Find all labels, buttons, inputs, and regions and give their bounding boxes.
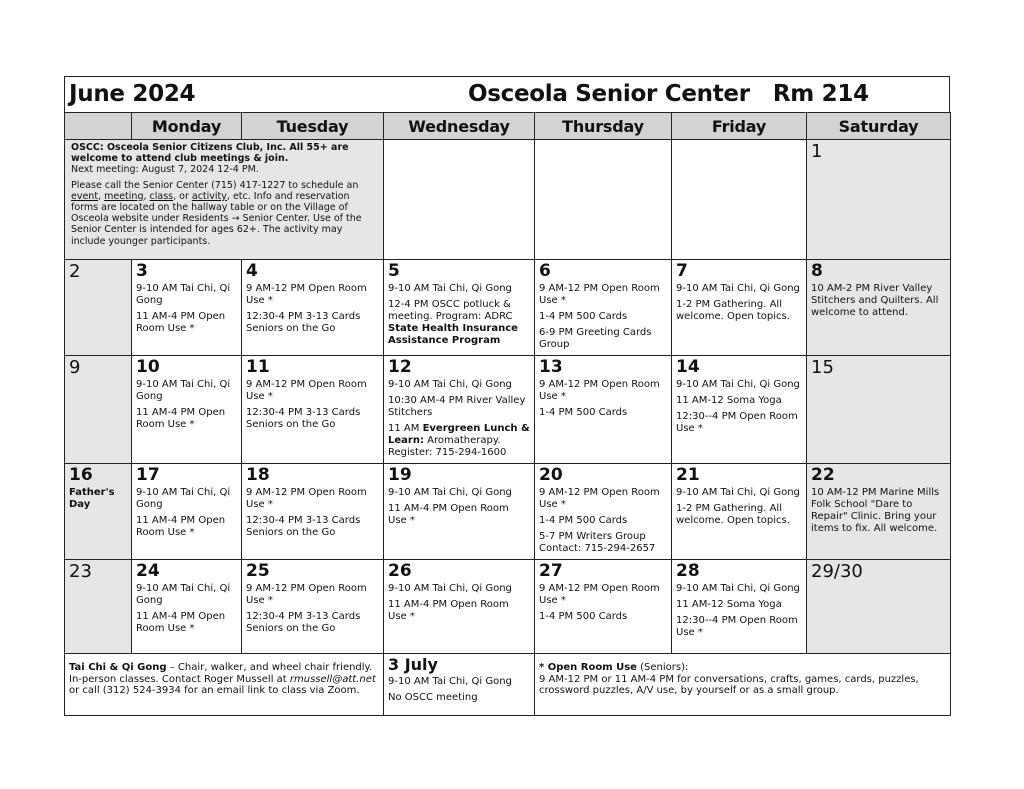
day-cell: [384, 260, 535, 356]
event: 10 AM-12 PM Marine Mills Folk School "Dare to Repair" Clinic. Bring your items to fix. All welcome.: [811, 487, 940, 534]
event: 12:30-4 PM 3-13 Cards Seniors on the Go: [246, 407, 361, 430]
day-number: 9: [69, 357, 81, 378]
holiday-note: Father's Day: [69, 487, 115, 510]
event: 9-10 AM Tai Chi, Qi Gong: [388, 583, 512, 594]
event: 9-10 AM Tai Chi, Qi Gong: [676, 283, 800, 294]
event: 10:30 AM-4 PM River Valley Stitchers: [388, 395, 526, 418]
day-cell: [807, 356, 951, 464]
event: 6-9 PM Greeting Cards Group: [539, 327, 652, 350]
event: 12:30-4 PM 3-13 Cards Seniors on the Go: [246, 611, 361, 634]
day-cell: [242, 260, 384, 356]
event-highlight: State Health Insurance Assistance Program: [388, 323, 518, 346]
event: 11 AM-4 PM Open Room Use *: [136, 611, 226, 634]
day-number: 12: [388, 357, 412, 377]
day-number: 22: [811, 465, 835, 485]
event: 9-10 AM Tai Chi, Qi Gong: [676, 379, 800, 390]
event: 1-4 PM 500 Cards: [539, 611, 628, 622]
event: 11 AM-4 PM Open Room Use *: [136, 515, 226, 538]
day-number: 6: [539, 261, 551, 281]
day-number: 24: [136, 561, 160, 581]
event: 9-10 AM Tai Chi, Qi Gong: [388, 676, 512, 687]
event: 9-10 AM Tai Chi, Qi Gong: [136, 583, 231, 606]
month-title: June 2024: [69, 81, 196, 107]
event: No OSCC meeting: [388, 691, 478, 703]
event: 9-10 AM Tai Chi, Qi Gong: [136, 379, 231, 402]
day-number: 14: [676, 357, 700, 377]
day-cell: [242, 464, 384, 560]
day-cell: [672, 260, 807, 356]
day-number: 20: [539, 465, 563, 485]
day-cell: [807, 260, 951, 356]
day-number: 16: [69, 465, 93, 485]
day-number: 1: [811, 141, 823, 162]
day-header-wednesday: Wednesday: [384, 113, 535, 140]
july-3-cell: [384, 654, 535, 716]
week-row: [65, 356, 951, 464]
day-cell: [132, 560, 242, 654]
day-cell: [384, 560, 535, 654]
sunday-header: [65, 113, 132, 140]
event: 1-2 PM Gathering. All welcome. Open topics.: [676, 299, 790, 322]
day-cell: [384, 464, 535, 560]
club-intro: OSCC: Osceola Senior Citizens Club, Inc. All 55+ are welcome to attend club meetings & join.: [71, 142, 349, 165]
day-cell: [132, 260, 242, 356]
empty-cell: [535, 140, 672, 260]
day-header-tuesday: Tuesday: [242, 113, 384, 140]
day-cell: [535, 560, 672, 654]
day-cell: [672, 464, 807, 560]
day-cell: [535, 356, 672, 464]
day-number: 23: [69, 561, 92, 582]
event: 9 AM-12 PM Open Room Use *: [539, 583, 660, 606]
day-number: 29/30: [811, 561, 863, 582]
day-number: 27: [539, 561, 563, 581]
event: 11 AM-4 PM Open Room Use *: [388, 503, 509, 526]
event: 9 AM-12 PM Open Room Use *: [539, 487, 660, 510]
event: 9 AM-12 PM Open Room Use *: [246, 283, 367, 306]
day-number: 25: [246, 561, 270, 581]
day-cell: [132, 464, 242, 560]
footer-row: [65, 654, 951, 716]
event: 9 AM-12 PM Open Room Use *: [246, 379, 367, 402]
day-cell: [65, 356, 132, 464]
event: 5-7 PM Writers Group Contact: 715-294-2657: [539, 531, 656, 554]
day-number: 15: [811, 357, 834, 378]
july-date: 3 July: [388, 655, 438, 674]
day-number: 18: [246, 465, 270, 485]
day-header-saturday: Saturday: [807, 113, 951, 140]
event: 9 AM-12 PM Open Room Use *: [539, 283, 660, 306]
day-number: 5: [388, 261, 400, 281]
event: 12:30--4 PM Open Room Use *: [676, 615, 798, 638]
day-number: 7: [676, 261, 688, 281]
event: 9 AM-12 PM Open Room Use *: [539, 379, 660, 402]
calendar-table: [64, 112, 951, 716]
event: 9 AM-12 PM Open Room Use *: [246, 487, 367, 510]
event: 11 AM-12 Soma Yoga: [676, 599, 782, 610]
event: 12:30-4 PM 3-13 Cards Seniors on the Go: [246, 311, 361, 334]
day-cell: [807, 560, 951, 654]
event: 12-4 PM OSCC potluck & meeting. Program: ADRC: [388, 299, 513, 322]
event: 11 AM-4 PM Open Room Use *: [136, 407, 226, 430]
week-row: [65, 464, 951, 560]
event: 9-10 AM Tai Chi, Qi Gong: [676, 583, 800, 594]
day-number: 2: [69, 261, 81, 282]
day-number: 11: [246, 357, 270, 377]
day-number: 3: [136, 261, 148, 281]
day-cell: [242, 560, 384, 654]
event: 12:30-4 PM 3-13 Cards Seniors on the Go: [246, 515, 361, 538]
day-number: 28: [676, 561, 700, 581]
day-cell: [535, 260, 672, 356]
weekday-header-row: [65, 113, 951, 140]
week-row: [65, 260, 951, 356]
day-cell: [535, 464, 672, 560]
day-cell: [65, 464, 132, 560]
day-number: 17: [136, 465, 160, 485]
event: 9-10 AM Tai Chi, Qi Gong: [136, 283, 231, 306]
event: 12:30--4 PM Open Room Use *: [676, 411, 798, 434]
day-number: 10: [136, 357, 160, 377]
day-cell: [672, 560, 807, 654]
event: 1-4 PM 500 Cards: [539, 311, 628, 322]
day-cell: [65, 560, 132, 654]
day-cell: [672, 356, 807, 464]
event: 11 AM-4 PM Open Room Use *: [136, 311, 226, 334]
day-cell: [65, 260, 132, 356]
day-cell: [807, 464, 951, 560]
open-room-text: 9 AM-12 PM or 11 AM-4 PM for conversations, crafts, games, cards, puzzles, crossword puzzles, A/V use, by yourself or as a small group.: [539, 673, 919, 696]
event: 10 AM-2 PM River Valley Stitchers and Quilters. All welcome to attend.: [811, 283, 939, 318]
empty-cell: [672, 140, 807, 260]
day-header-thursday: Thursday: [535, 113, 672, 140]
event: 1-4 PM 500 Cards: [539, 515, 628, 526]
day-cell: [242, 356, 384, 464]
day-cell: [132, 356, 242, 464]
event: 9-10 AM Tai Chi, Qi Gong: [388, 487, 512, 498]
event: 9-10 AM Tai Chi, Qi Gong: [388, 283, 512, 294]
day-number: 26: [388, 561, 412, 581]
calendar-page: [64, 76, 950, 716]
event: 11 AM-4 PM Open Room Use *: [388, 599, 509, 622]
title-row: [64, 76, 950, 112]
contact-info: Please call the Senior Center (715) 417-1227 to schedule an event, meeting, class, or activity, etc. Info and reservation forms are located on the hallway table or on the Village of Osceola website under Residents → Senior Center. Use of the Senior Center is intended for ages 62+. The activity may include younger participants.: [71, 179, 362, 247]
day-cell: [384, 356, 535, 464]
day-number: 21: [676, 465, 700, 485]
event: 11 AM Evergreen Lunch & Learn: Aromatherapy. Register: 715-294-1600: [388, 423, 530, 458]
day-number: 13: [539, 357, 563, 377]
event: 9 AM-12 PM Open Room Use *: [246, 583, 367, 606]
event: 1-4 PM 500 Cards: [539, 407, 628, 418]
club-info: [65, 140, 384, 260]
day-header-monday: Monday: [132, 113, 242, 140]
event: 9-10 AM Tai Chi, Qi Gong: [136, 487, 231, 510]
week-row: [65, 140, 951, 260]
event: 9-10 AM Tai Chi, Qi Gong: [388, 379, 512, 390]
event: 11 AM-12 Soma Yoga: [676, 395, 782, 406]
week-row: [65, 560, 951, 654]
next-meeting: Next meeting: August 7, 2024 12-4 PM.: [71, 164, 259, 176]
center-title: Osceola Senior Center Rm 214: [468, 81, 869, 107]
day-number: 4: [246, 261, 258, 281]
day-header-friday: Friday: [672, 113, 807, 140]
event: 9-10 AM Tai Chi, Qi Gong: [676, 487, 800, 498]
event: 1-2 PM Gathering. All welcome. Open topics.: [676, 503, 790, 526]
tai-chi-note: Tai Chi & Qi Gong – Chair, walker, and wheel chair friendly. In-person classes. Contact Roger Mussell at rmussell@att.net or call (312) 524-3934 for an email link to class via Zoom.: [65, 654, 384, 716]
day-cell: [807, 140, 951, 260]
empty-cell: [384, 140, 535, 260]
open-room-note: * Open Room Use (Seniors): 9 AM-12 PM or 11 AM-4 PM for conversations, crafts, games, cards, puzzles, crossword puzzles, A/V use, by yourself or as a small group.: [535, 654, 951, 716]
day-number: 8: [811, 261, 823, 281]
day-number: 19: [388, 465, 412, 485]
